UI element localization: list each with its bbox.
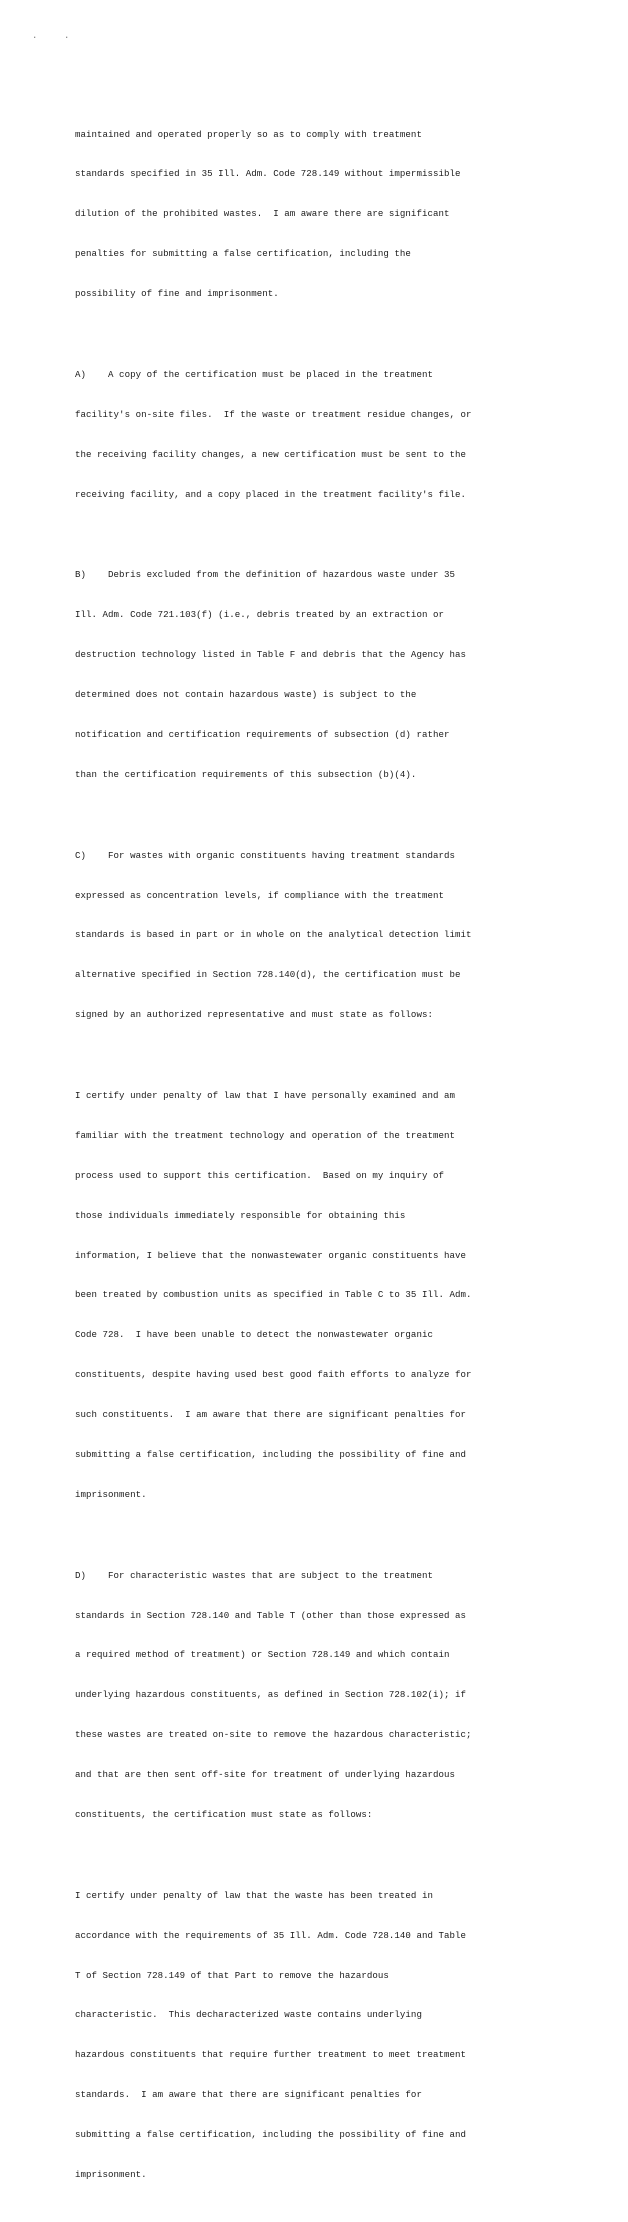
text-line: accordance with the requirements of 35 Ill. Adm. Code 728.140 and Table [75,1929,467,1941]
text-line: standards is based in part or in whole on the analytical detection limit [75,929,472,941]
text-line: submitting a false certification, including the possibility of fine and [75,2129,467,2141]
text-line: determined does not contain hazardous waste) is subject to the [75,689,417,701]
text-line: maintained and operated properly so as to comply with treatment [75,128,422,140]
text-line: T of Section 728.149 of that Part to remove the hazardous [75,1969,389,1981]
scan-speck: · [64,33,70,43]
text-line: destruction technology listed in Table F and debris that the Agency has [75,649,467,661]
text-line: imprisonment. [75,2169,147,2181]
text-line: such constituents. I am aware that there are significant penalties for [75,1409,467,1421]
text-line: I certify under penalty of law that the waste has been treated in [75,1889,433,1901]
text-line: standards. I am aware that there are significant penalties for [75,2089,422,2101]
text-line: expressed as concentration levels, if compliance with the treatment [75,889,444,901]
text-line: receiving facility, and a copy placed in the treatment facility's file. [75,488,467,500]
text-line: the receiving facility changes, a new certification must be sent to the [75,448,467,460]
text-line: these wastes are treated on-site to remove the hazardous characteristic; [75,1729,472,1741]
document-body [75,101,545,2222]
paragraph-section-b [75,542,545,808]
text-line: Ill. Adm. Code 721.103(f) (i.e., debris treated by an extraction or [75,609,444,621]
paragraph-certification-c [75,1062,545,1527]
text-line: dilution of the prohibited wastes. I am aware there are significant [75,208,450,220]
text-line: B) Debris excluded from the definition of hazardous waste under 35 [75,569,455,581]
text-line: signed by an authorized representative and must state as follows: [75,1009,433,1021]
text-line: Code 728. I have been unable to detect the nonwastewater organic [75,1329,433,1341]
text-line: penalties for submitting a false certification, including the [75,248,411,260]
text-line: C) For wastes with organic constituents having treatment standards [75,849,455,861]
paragraph-section-c [75,822,545,1048]
text-line: I certify under penalty of law that I have personally examined and am [75,1089,455,1101]
text-line: D) For characteristic wastes that are subject to the treatment [75,1569,433,1581]
text-line: standards in Section 728.140 and Table T (other than those expressed as [75,1609,467,1621]
paragraph-intro-continuation [75,101,545,327]
scan-speck: · [32,33,38,43]
text-line: facility's on-site files. If the waste or treatment residue changes, or [75,408,472,420]
text-line: underlying hazardous constituents, as defined in Section 728.102(i); if [75,1689,467,1701]
text-line: notification and certification requirements of subsection (d) rather [75,728,450,740]
text-line: information, I believe that the nonwastewater organic constituents have [75,1249,467,1261]
paragraph-section-d [75,1542,545,1848]
text-line: hazardous constituents that require further treatment to meet treatment [75,2049,467,2061]
text-line: and that are then sent off-site for treatment of underlying hazardous [75,1769,455,1781]
text-line: imprisonment. [75,1488,147,1500]
text-line: characteristic. This decharacterized waste contains underlying [75,2009,422,2021]
text-line: than the certification requirements of this subsection (b)(4). [75,768,417,780]
paragraph-section-a [75,341,545,527]
text-line: possibility of fine and imprisonment. [75,288,279,300]
paragraph-certification-d [75,1862,545,2208]
text-line: submitting a false certification, including the possibility of fine and [75,1448,467,1460]
text-line: standards specified in 35 Ill. Adm. Code 728.149 without impermissible [75,168,461,180]
text-line: been treated by combustion units as specified in Table C to 35 Ill. Adm. [75,1289,472,1301]
text-line: A) A copy of the certification must be placed in the treatment [75,368,433,380]
text-line: alternative specified in Section 728.140(d), the certification must be [75,969,461,981]
text-line: constituents, despite having used best good faith efforts to analyze for [75,1369,472,1381]
text-line: constituents, the certification must state as follows: [75,1809,373,1820]
text-line: familiar with the treatment technology and operation of the treatment [75,1129,455,1141]
text-line: process used to support this certification. Based on my inquiry of [75,1169,444,1181]
text-line: those individuals immediately responsible for obtaining this [75,1209,406,1221]
text-line: a required method of treatment) or Section 728.149 and which contain [75,1649,450,1661]
